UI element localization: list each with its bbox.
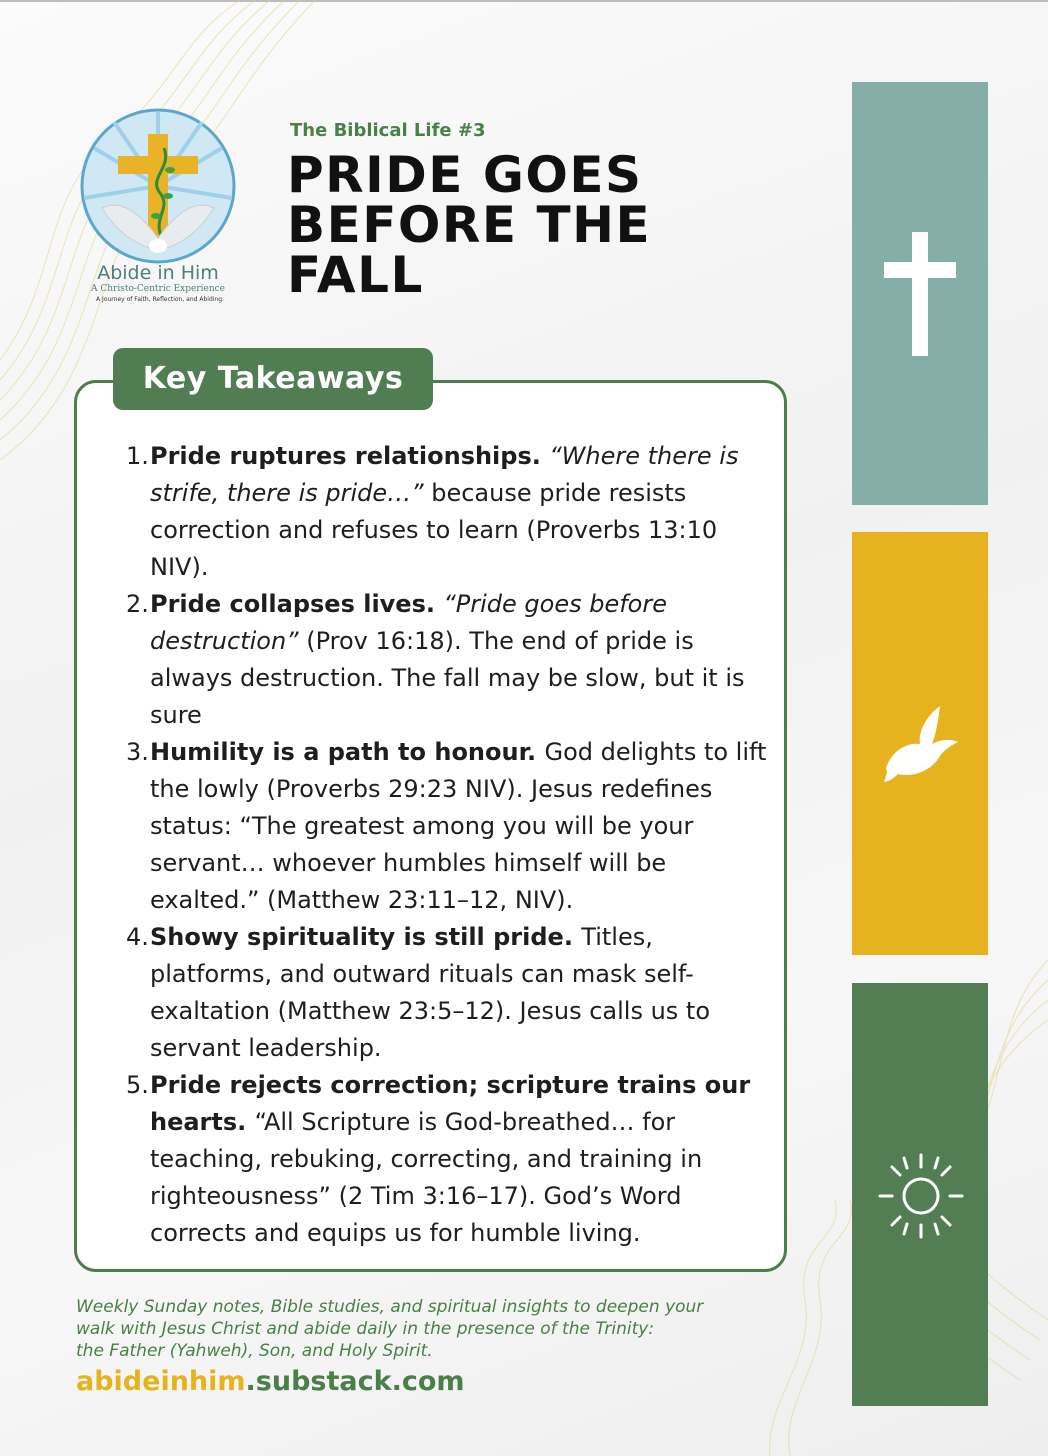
sun-icon [876, 1151, 966, 1241]
item-bold: Pride ruptures relationships. [150, 442, 550, 470]
footer-line: the Father (Yahweh), Son, and Holy Spirit. [76, 1341, 433, 1361]
item-text: (Prov 16:18). The end of pride is always destruction. The fall may be slow, but it is sure [150, 627, 745, 729]
item-number: 2. [126, 590, 149, 618]
item-text: Titles, platforms, and outward rituals can mask self-exaltation (Matthew 23:5–12). Jesus calls us to servant leadership. [150, 923, 711, 1062]
page-title [287, 146, 687, 304]
side-panel-teal [852, 82, 988, 505]
logo-title: Abide in Him [97, 262, 219, 284]
item-number: 1. [126, 442, 149, 470]
item-text: because pride resists correction and refuses to learn (Proverbs 13:10 NIV). [150, 479, 718, 581]
url-part-2: .substack.com [245, 1366, 465, 1397]
side-panel-green [852, 983, 988, 1406]
item-number: 3. [126, 738, 149, 766]
list-item [120, 586, 780, 734]
takeaways-list [120, 438, 780, 1252]
logo-tagline: A Journey of Faith, Reflection, and Abiding. [96, 296, 224, 303]
list-item [120, 438, 780, 586]
title-line: FALL [287, 246, 424, 304]
list-item [120, 1067, 780, 1252]
list-item [120, 919, 780, 1067]
side-panel-gold [852, 532, 988, 955]
series-label: The Biblical Life #3 [290, 120, 486, 141]
item-text: “All Scripture is God-breathed… for teaching, rebuking, correcting, and training in righteousness” (2 Tim 3:16–17). God’s Word corrects and equips us for humble living. [150, 1108, 703, 1247]
footer-line: Weekly Sunday notes, Bible studies, and spiritual insights to deepen your [76, 1297, 704, 1317]
item-bold: Humility is a path to honour. [150, 738, 545, 766]
item-quote: “Pride goes before destruction” [150, 590, 667, 655]
item-number: 5. [126, 1071, 149, 1099]
item-bold: Pride collapses lives. [150, 590, 444, 618]
url-part-1: abideinhim [76, 1366, 246, 1397]
item-quote: “Where there is strife, there is pride…” [150, 442, 739, 507]
item-bold: Pride rejects correction; scripture trains our hearts. [150, 1071, 751, 1136]
substack-link[interactable] [76, 1366, 465, 1397]
key-takeaways-heading: Key Takeaways [113, 348, 433, 410]
item-number: 4. [126, 923, 149, 951]
list-item [120, 734, 780, 919]
dove-icon [878, 702, 962, 786]
footer-description [76, 1296, 776, 1362]
title-line: PRIDE GOES [287, 146, 643, 204]
logo-subtitle: A Christo-Centric Experience [90, 284, 226, 294]
footer-line: walk with Jesus Christ and abide daily in the presence of the Trinity: [76, 1319, 655, 1339]
item-text: God delights to lift the lowly (Proverbs 29:23 NIV). Jesus redefines status: “The greatest among you will be your servant… whoever humbles himself will be exalted.” (Matthew 23:11–12, NIV). [150, 738, 767, 914]
item-bold: Showy spirituality is still pride. [150, 923, 582, 951]
cross-icon [884, 232, 956, 356]
title-line: BEFORE THE [287, 196, 652, 254]
